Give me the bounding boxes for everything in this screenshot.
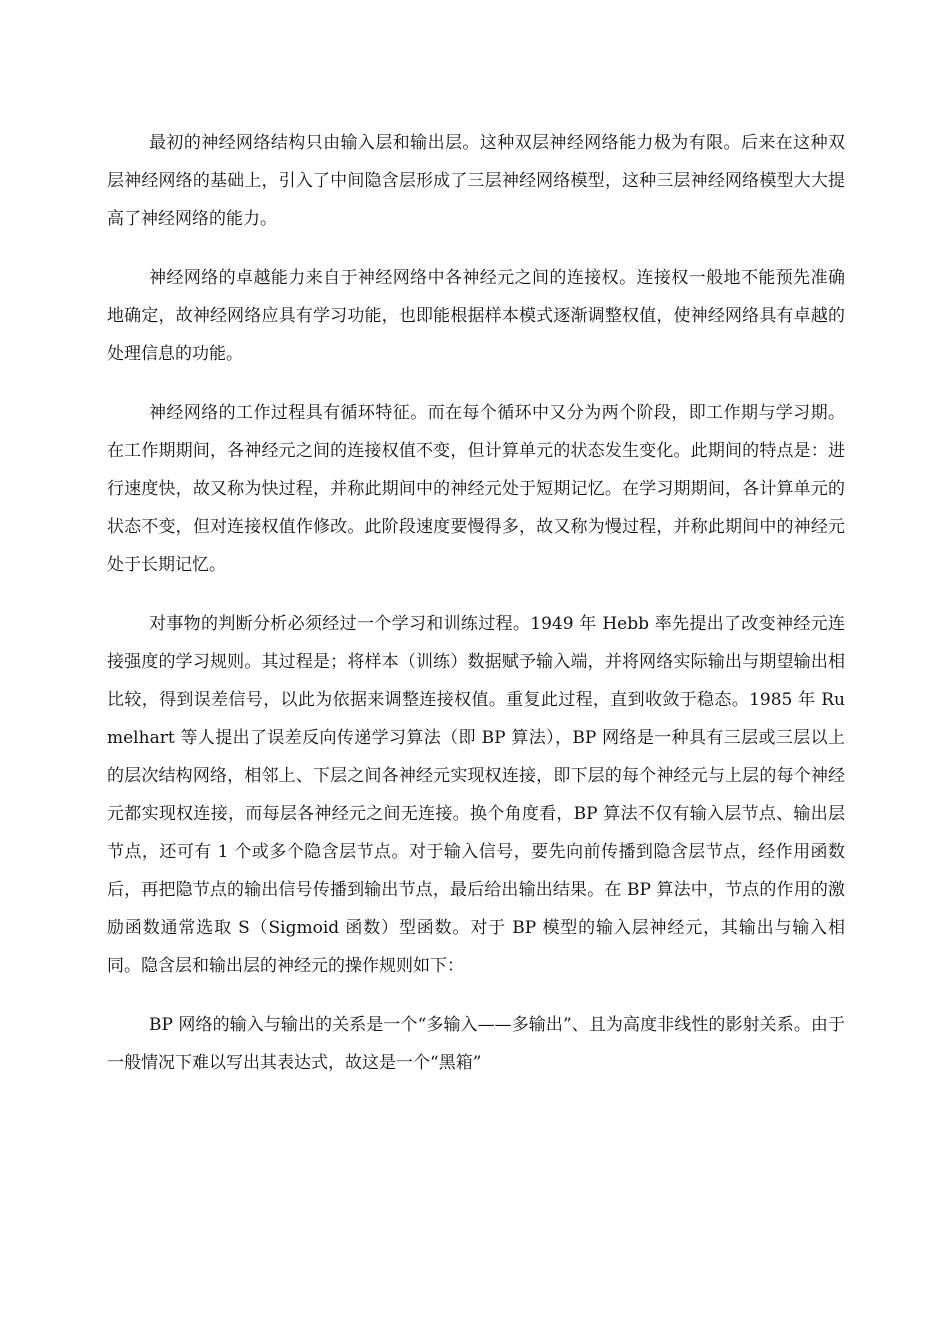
paragraph-4: 对事物的判断分析必须经过一个学习和训练过程。1949 年 Hebb 率先提出了改变神经元连接强度的学习规则。其过程是；将样本（训练）数据赋予输入端，并将网络实际输出与期望输出相比较，得到误差信号，以此为依据来调整连接权值。重复此过程，直到收敛于稳态。1985 年 Rumelhart 等人提出了误差反向传递学习算法（即 BP 算法），BP 网络是一种具有三层或三层以上的层次结构网络，相邻上、下层之间各神经元实现权连接，即下层的每个神经元与上层的每个神经元都实现权连接，而每层各神经元之间无连接。换个角度看，BP 算法不仅有输入层节点、输出层节点，还可有 1 个或多个隐含层节点。对于输入信号，要先向前传播到隐含层节点，经作用函数后，再把隐节点的输出信号传播到输出节点，最后给出输出结果。在 BP 算法中，节点的作用的激励函数通常选取 S（Sigmoid 函数）型函数。对于 BP 模型的输入层神经元，其输出与输入相同。隐含层和输出层的神经元的操作规则如下： (107, 614, 845, 976)
paragraph-2: 神经网络的卓越能力来自于神经网络中各神经元之间的连接权。连接权一般地不能预先准确地确定，故神经网络应具有学习功能，也即能根据样本模式逐渐调整权值，使神经网络具有卓越的处理信息的功能。 (107, 268, 845, 364)
paragraph-1: 最初的神经网络结构只由输入层和输出层。这种双层神经网络能力极为有限。后来在这种双层神经网络的基础上，引入了中间隐含层形成了三层神经网络模型，这种三层神经网络模型大大提高了神经网络的能力。 (107, 133, 845, 229)
document-body (107, 124, 845, 1103)
paragraph-5: BP 网络的输入与输出的关系是一个“多输入——多输出”、且为高度非线性的影射关系。由于一般情况下难以写出其表达式，故这是一个“黑箱” (107, 1015, 845, 1073)
paragraph-3: 神经网络的工作过程具有循环特征。而在每个循环中又分为两个阶段，即工作期与学习期。在工作期期间，各神经元之间的连接权值不变，但计算单元的状态发生变化。此期间的特点是：进行速度快，故又称为快过程，并称此期间中的神经元处于短期记忆。在学习期期间，各计算单元的状态不变，但对连接权值作修改。此阶段速度要慢得多，故又称为慢过程，并称此期间中的神经元处于长期记忆。 (107, 403, 845, 575)
